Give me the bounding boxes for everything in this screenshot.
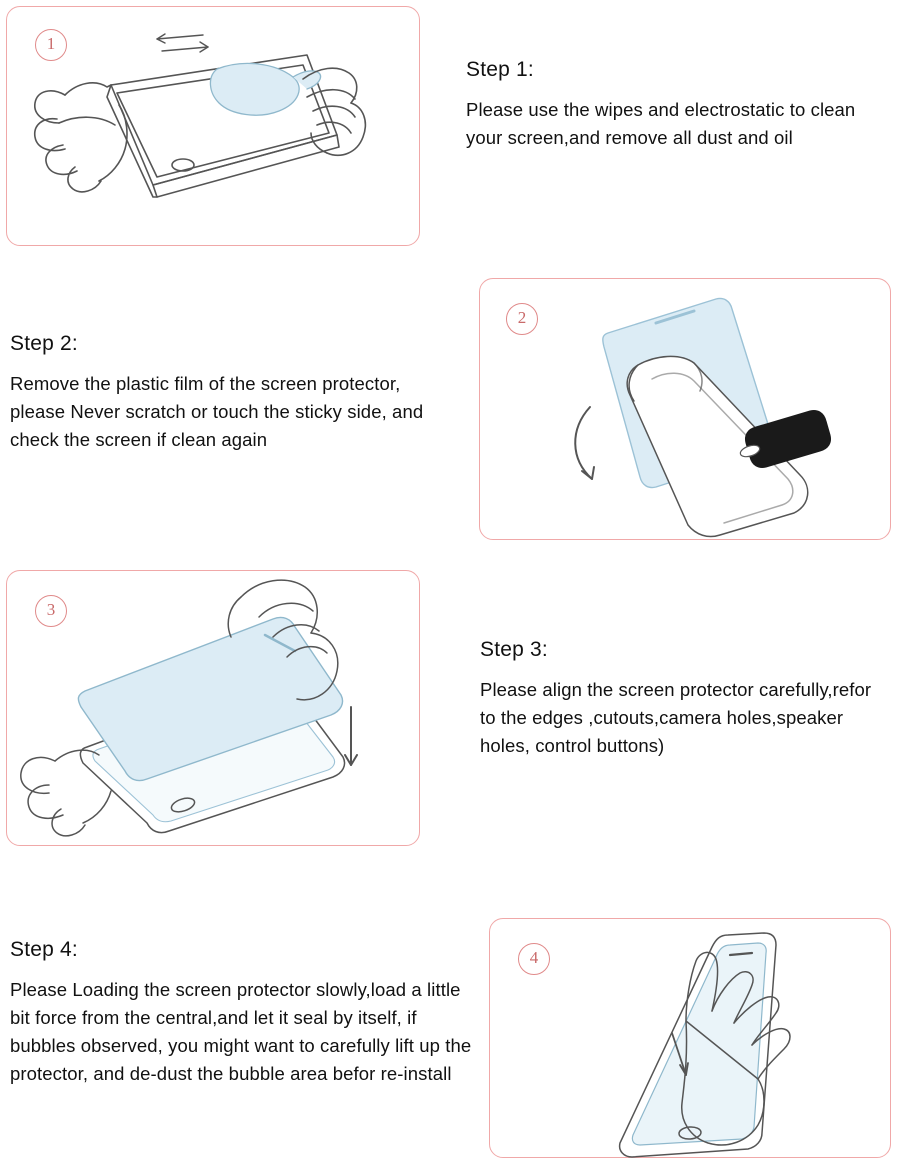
illustration-step-2: [480, 279, 892, 541]
step-body-1: Please use the wipes and electrostatic to clean your screen,and remove all dust and oil: [466, 99, 856, 148]
text-block-step-3: [480, 638, 892, 760]
step-title-2: Step 2:: [10, 332, 78, 355]
text-block-step-2: [10, 332, 460, 454]
step-title-3: Step 3:: [480, 638, 548, 661]
illustration-panel-step-3: [6, 570, 420, 846]
step-title-1: Step 1:: [466, 58, 534, 81]
step-body-4: Please Loading the screen protector slowly,load a little bit force from the central,and let it seal by itself, if bubbles observed, you might want to carefully lift up the protector, and de-dust the bubble area befor re-install: [10, 979, 472, 1084]
illustration-panel-step-1: [6, 6, 420, 246]
text-block-step-1: [466, 58, 894, 152]
illustration-step-3: [7, 571, 421, 847]
illustration-step-4: [490, 919, 892, 1159]
text-block-step-4: [10, 938, 480, 1088]
step-number-badge-1: 1: [35, 29, 67, 61]
illustration-panel-step-4: [489, 918, 891, 1158]
step-body-3: Please align the screen protector carefully,refor to the edges ,cutouts,camera holes,speaker holes, control buttons): [480, 679, 872, 756]
illustration-step-1: [7, 7, 421, 247]
step-body-2: Remove the plastic film of the screen protector, please Never scratch or touch the sticky side, and check the screen if clean again: [10, 373, 424, 450]
step-number-badge-3: 3: [35, 595, 67, 627]
step-number-badge-2: 2: [506, 303, 538, 335]
step-number-badge-4: 4: [518, 943, 550, 975]
illustration-panel-step-2: [479, 278, 891, 540]
step-title-4: Step 4:: [10, 938, 78, 961]
